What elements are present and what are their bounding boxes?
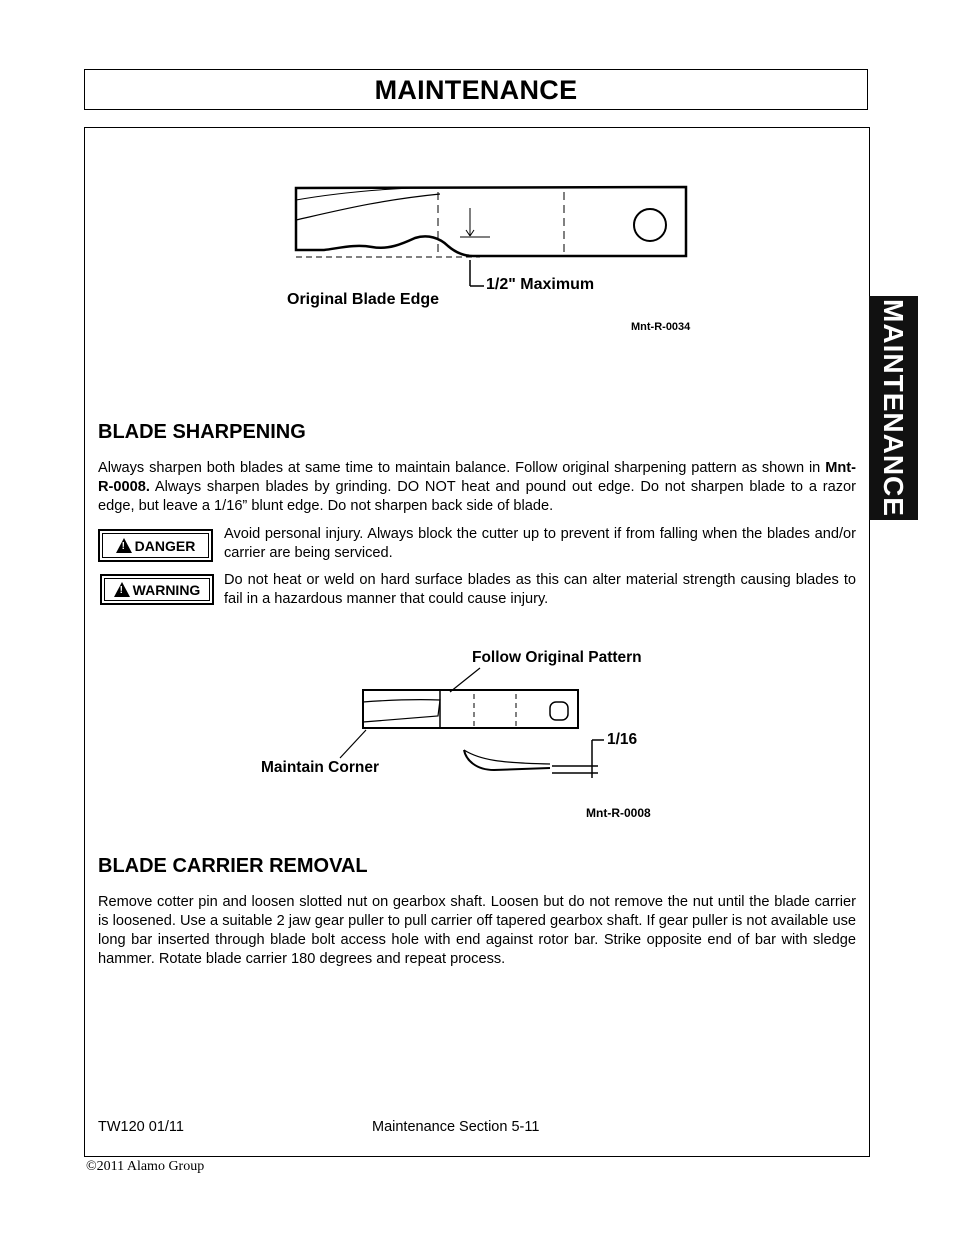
corner-pointer [340, 730, 366, 758]
footer-model: TW120 01/11 [98, 1119, 184, 1135]
bolt-hole [550, 702, 568, 720]
warning-label-inner [104, 578, 210, 601]
blade-outline [363, 690, 578, 728]
arrow-left [466, 230, 470, 236]
figure1-code: Mnt-R-0034 [631, 321, 691, 333]
blade-outline [296, 187, 686, 256]
bevel-lines [363, 700, 440, 722]
pattern-pointer [450, 668, 480, 692]
footer-copyright: ©2011 Alamo Group [86, 1159, 205, 1174]
danger-text: Avoid personal injury. Always block the cutter up to prevent if from falling when the blades and/or carrier are being serviced. [224, 526, 856, 561]
warning-triangle-icon: ! [114, 582, 130, 597]
danger-triangle-icon: ! [116, 538, 132, 553]
edge-profile-bottom [464, 750, 550, 770]
bevel-line-top [296, 188, 410, 200]
sharpening-text-1: Always sharpen both blades at same time to maintain balance. Follow original sharpening pattern as shown in [98, 460, 826, 476]
carrier-paragraph: Remove cotter pin and loosen slotted nut on gearbox shaft. Loosen but do not remove the nut until the blade carrier is loosened. Use a suitable 2 jaw gear puller to pull carrier off tapered gearbox shaft. If gear puller is not available use long bar inserted through blade bolt access hole with end against rotor bar. Strike opposite end of bar with sledge hammer. Rotate blade carrier 180 degrees and repeat process. [98, 894, 856, 967]
page-title: MAINTENANCE [374, 75, 578, 105]
follow-original-pattern-label: Follow Original Pattern [472, 649, 642, 666]
danger-label-text: DANGER [134, 537, 196, 554]
side-tab [869, 296, 918, 520]
side-tab-label: MAINTENANCE [878, 299, 909, 517]
figure2-code: Mnt-R-0008 [586, 806, 651, 820]
half-inch-maximum-label: 1/2" Maximum [486, 276, 595, 293]
sharpening-text-2: Always sharpen blades by grinding. DO NOT heat and pound out edge. Do not sharpen blade to a razor edge, but leave a 1/16” blunt edge. Do not sharpen back side of blade. [98, 479, 856, 514]
danger-label [98, 529, 213, 562]
bevel-line [296, 194, 440, 220]
blade-sharpening-heading: BLADE SHARPENING [98, 421, 306, 443]
arrow-right [470, 230, 474, 236]
warning-label-text: WARNING [132, 581, 201, 598]
footer-section: Maintenance Section 5-11 [372, 1119, 540, 1135]
edge-profile-top [464, 750, 550, 764]
blade-carrier-removal-heading: BLADE CARRIER REMOVAL [98, 855, 368, 877]
sharpening-ref: Mnt-R-0008. [98, 460, 856, 495]
maintain-corner-label: Maintain Corner [261, 759, 379, 776]
sharpening-paragraph [98, 459, 856, 516]
warning-text: Do not heat or weld on hard surface blades as this can alter material strength causing blades to fail in a hazardous manner that could cause injury. [224, 572, 856, 607]
sixteenth-label: 1/16 [607, 731, 638, 748]
bolt-hole [634, 209, 666, 241]
danger-label-inner [102, 533, 209, 558]
warning-label [100, 574, 214, 605]
blade-wear-diagram [280, 180, 710, 260]
original-blade-edge-label: Original Blade Edge [287, 291, 440, 308]
